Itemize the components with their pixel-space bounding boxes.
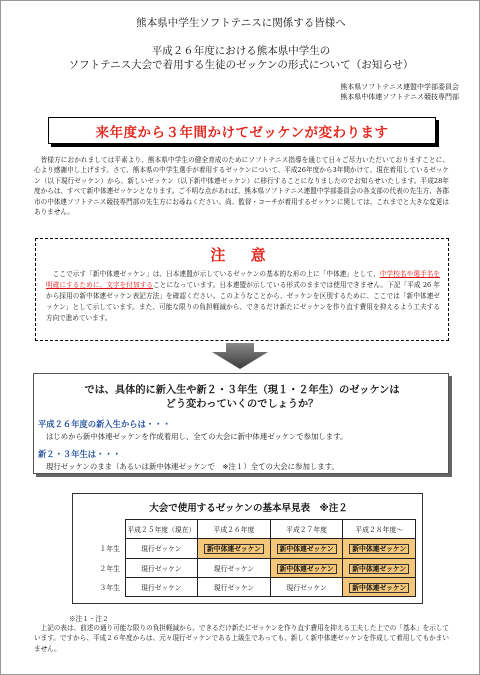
- notice-text-2: ことになっています。日本連盟が示している形式のままでは使用できません。下記「平成 26 年から採用の新中体連ゼッケン表記方法」を確認ください。このようなことから、ゼッケンを区別するために、ここでは「新中体連ゼッケン」として示しています。また、可能な限りの負担軽減から、できるだけ新たにゼッケンを作り直す費用を抑えるよう工夫する方向で進めています。: [46, 281, 441, 322]
- table-cell: 現行ゼッケン: [198, 577, 271, 596]
- table-cell: 現行ゼッケン: [125, 577, 198, 596]
- table-corner-cell: [95, 520, 125, 539]
- title-line-2: ソフトテニス大会で着用する生徒のゼッケンの形式について（お知らせ）: [68, 59, 414, 71]
- org-line-2: 熊本県中体連ソフトテニス競技専門部: [340, 93, 459, 101]
- notice-text-emphasis: 中学校名や選手名を明確にするために、文字を付加する: [46, 270, 441, 289]
- table-row: [95, 558, 416, 577]
- org-line-1: 熊本県ソフトテニス連盟中学部委員会: [340, 83, 459, 91]
- question-heading: [34, 384, 450, 412]
- column-header: 平成２７年度: [270, 520, 343, 539]
- quick-reference-title: 大会で使用するゼッケンの基本早見表 ※注２: [149, 503, 348, 514]
- notes-text: [34, 623, 449, 654]
- intro-paragraph: [34, 155, 449, 217]
- notice-box: [35, 238, 449, 341]
- document-title: [1, 44, 480, 72]
- greeting: 熊本県中学生ソフトテニスに関係する皆様へ: [136, 17, 346, 29]
- table-cell-highlighted: 新中体連ゼッケン: [270, 558, 343, 577]
- table-cell: 現行ゼッケン: [198, 558, 271, 577]
- table-cell-highlighted: 新中体連ゼッケン: [343, 558, 416, 577]
- current-students-text: 現行ゼッケンのまま（あるいは新中体連ゼッケンで ※注１）全ての大会に参加します。: [46, 462, 339, 471]
- current-students-heading: 新２・３年生は・・・: [38, 449, 121, 459]
- table-cell: 現行ゼッケン: [125, 558, 198, 577]
- question-line-1: では、具体的に新入生や新２・３年生（現１・２年生）のゼッケンは: [84, 385, 400, 396]
- notice-body: [46, 269, 440, 324]
- issuing-organizations: [340, 82, 459, 102]
- column-header: 平成２６年度: [198, 520, 271, 539]
- column-header: 平成２５年度（現在）: [125, 520, 198, 539]
- table-cell-highlighted: 新中体連ゼッケン: [270, 539, 343, 558]
- table-row: [95, 539, 416, 558]
- intro-text: 皆様方におかれましては平素より、熊本県中学生の健全育成のためにソフトテニス指導を通じて日々ご尽力いただいておりますことに、心より感謝申し上げます。さて、熊本県の中学生選手が着用するゼッケンについて、平成26年度から3年間かけて、現在着用しているゼッケン（以下現行ゼッケン）から、新しいゼッケン（以下新中体連ゼッケン）に移行することになりましたのでお知らせいたします。平成28年度からは、すべて新中体連ゼッケンとなります。ご不明な点があれば、熊本県ソフトテニス連盟中学部委員会の各支部の代表の先生方、各郡市の中体連ソフトテニス競技専門部の先生方にお尋ねください。尚、監督・コーチが着用するゼッケンに関しては、これまでと大きな変更はありません。: [34, 156, 450, 217]
- down-arrow-icon: [212, 343, 268, 369]
- headline-banner: 来年度から３年間かけてゼッケンが変わります: [48, 117, 436, 144]
- column-header: 平成２８年度～: [343, 520, 416, 539]
- table-row: [95, 577, 416, 596]
- row-label: ２年生: [95, 558, 125, 577]
- notice-title: 注 意: [210, 246, 276, 264]
- quick-reference-box: [72, 493, 423, 604]
- quick-reference-table: [95, 519, 416, 597]
- question-box: [33, 373, 449, 474]
- notice-text-1: ここで示す「新中体連ゼッケン」は、日本連盟が示しているゼッケンの基本的な形の上に「中体連」として、: [52, 270, 380, 278]
- new-students-heading: 平成２６年度の新入生からは・・・: [38, 419, 171, 429]
- table-header-row: [95, 520, 416, 539]
- table-cell-highlighted: 新中体連ゼッケン: [343, 577, 416, 596]
- notes-heading: ※注１・注２: [69, 615, 109, 623]
- table-cell-highlighted: 新中体連ゼッケン: [198, 539, 271, 558]
- table-cell: 現行ゼッケン: [270, 577, 343, 596]
- table-cell-highlighted: 新中体連ゼッケン: [343, 539, 416, 558]
- question-line-2: どう変わっていくのでしょうか？: [165, 399, 319, 410]
- row-label: ３年生: [95, 577, 125, 596]
- new-students-text: はじめから新中体連ゼッケンを作成着用し、全ての大会に新中体連ゼッケンで参加します。: [46, 432, 348, 441]
- title-line-1: 平成２６年度における熊本県中学生の: [151, 45, 331, 57]
- table-cell: 現行ゼッケン: [125, 539, 198, 558]
- row-label: １年生: [95, 539, 125, 558]
- notes-body: 上記の表は、前述の通り可能な限りの負担軽減から、できるだけ新たにゼッケンを作り直す費用を抑える工夫した上での「基本」を示しています。ですから、平成２６年度からは、元々現行ゼッケンである上級生であっても、新しく新中体連ゼッケンを作成して着用してもかまいません。: [34, 624, 450, 653]
